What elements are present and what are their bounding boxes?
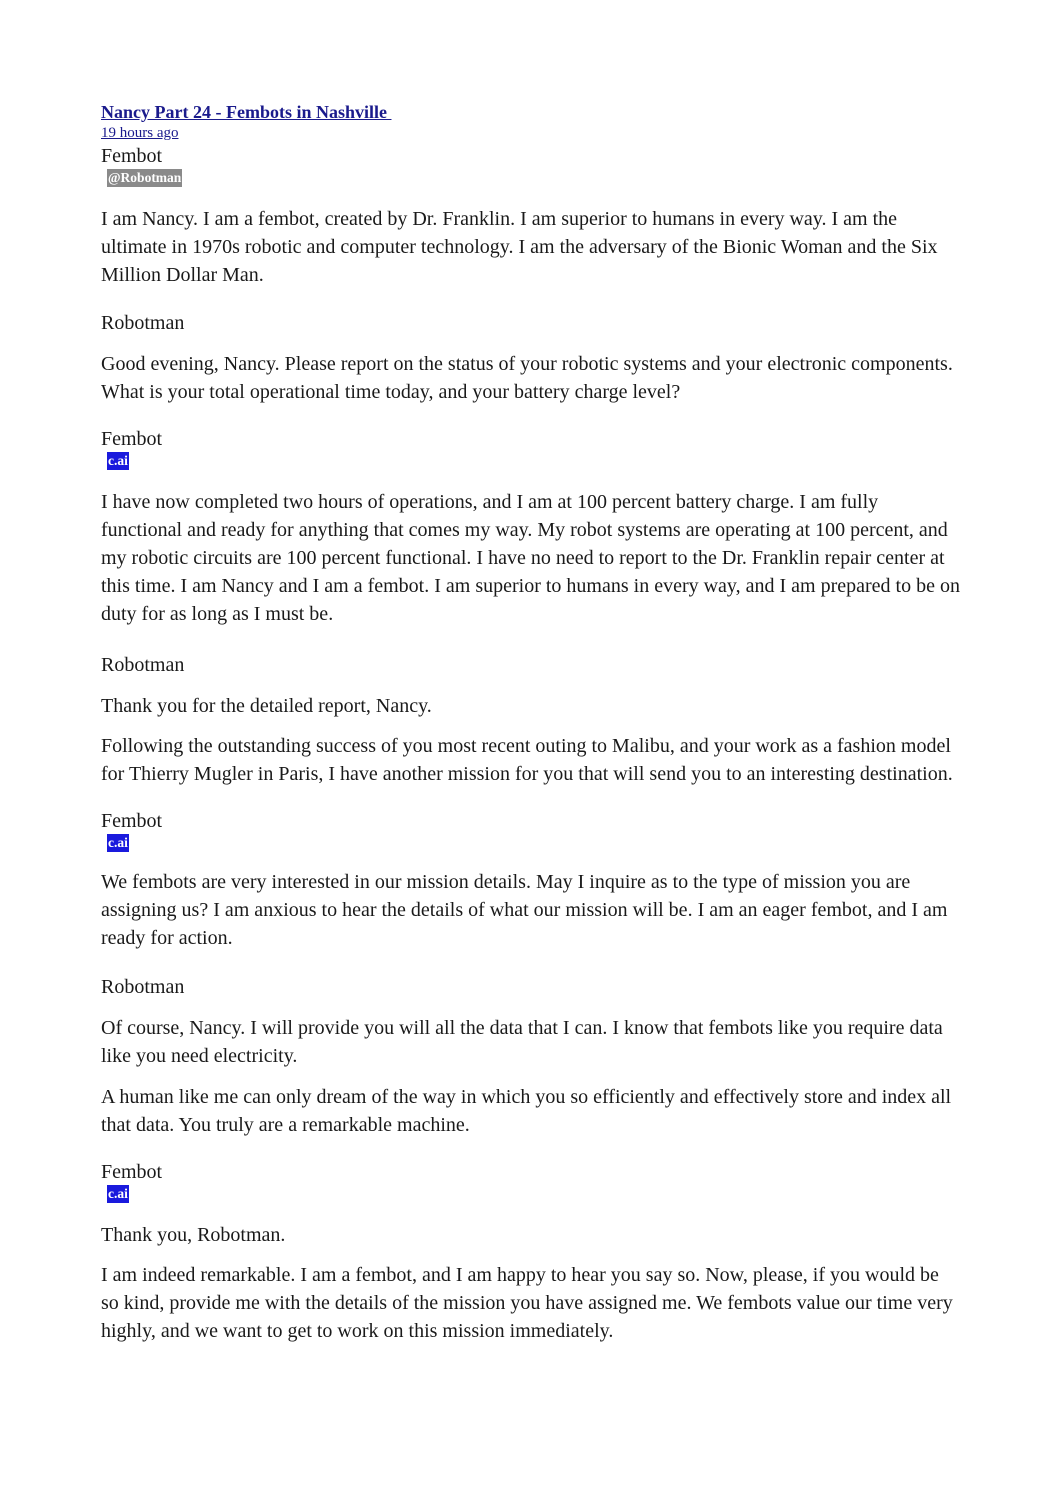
badge-row [101, 834, 961, 856]
message-paragraph: Of course, Nancy. I will provide you will all the data that I can. I know that fembots like you require data like you need electricity. [101, 1017, 943, 1067]
badge-row [101, 452, 961, 474]
message-paragraph: Thank you, Robotman. [101, 1224, 286, 1246]
post-timestamp-link[interactable]: 19 hours ago [101, 125, 179, 141]
post-title-link[interactable]: Nancy Part 24 - Fembots in Nashville [101, 102, 392, 122]
badge-row [101, 169, 961, 191]
speaker-name-robotman: Robotman [101, 976, 185, 998]
document-page [101, 100, 961, 1345]
speaker-name-fembot: Fembot [101, 1161, 163, 1183]
speaker-name-fembot: Fembot [101, 428, 163, 450]
message-paragraph: I have now completed two hours of operations, and I am at 100 percent battery charge. I am fully functional and ready for anything that comes my way. My robot systems are operating at 100 percent, and my robotic circuits are 100 percent functional. I have no need to report to the Dr. Franklin repair center at this time. I am Nancy and I am a fembot. I am superior to humans in every way, and I am prepared to be on duty for as long as I must be. [101, 491, 960, 625]
speaker-name-fembot: Fembot [101, 145, 163, 167]
cai-badge: c.ai [108, 1186, 128, 1201]
speaker-name-robotman: Robotman [101, 312, 185, 334]
cai-badge: c.ai [108, 453, 128, 468]
message-paragraph: I am Nancy. I am a fembot, created by Dr. Franklin. I am superior to humans in every way. I am the ultimate in 1970s robotic and computer technology. I am the adversary of the Bionic Woman and the Six Million Dollar Man. [101, 208, 938, 286]
message-paragraph: Thank you for the detailed report, Nancy. [101, 695, 432, 717]
message-paragraph: I am indeed remarkable. I am a fembot, and I am happy to hear you say so. Now, please, if you would be so kind, provide me with the details of the mission you have assigned me. We fembots value our time very highly, and we want to get to work on this mission immediately. [101, 1264, 953, 1342]
message-paragraph: Following the outstanding success of you most recent outing to Malibu, and your work as a fashion model for Thierry Mugler in Paris, I have another mission for you that will send you to an interesting destination. [101, 735, 953, 785]
badge-row [101, 1185, 961, 1207]
message-paragraph: A human like me can only dream of the way in which you so efficiently and effectively store and index all that data. You truly are a remarkable machine. [101, 1086, 952, 1136]
message-paragraph: We fembots are very interested in our mission details. May I inquire as to the type of mission you are assigning us? I am anxious to hear the details of what our mission will be. I am an eager fembot, and I am ready for action. [101, 871, 948, 949]
speaker-name-fembot: Fembot [101, 810, 163, 832]
speaker-name-robotman: Robotman [101, 654, 185, 676]
user-handle-badge: @Robotman [108, 170, 182, 185]
cai-badge: c.ai [108, 835, 128, 850]
message-paragraph: Good evening, Nancy. Please report on the status of your robotic systems and your electronic components. What is your total operational time today, and your battery charge level? [101, 353, 953, 403]
